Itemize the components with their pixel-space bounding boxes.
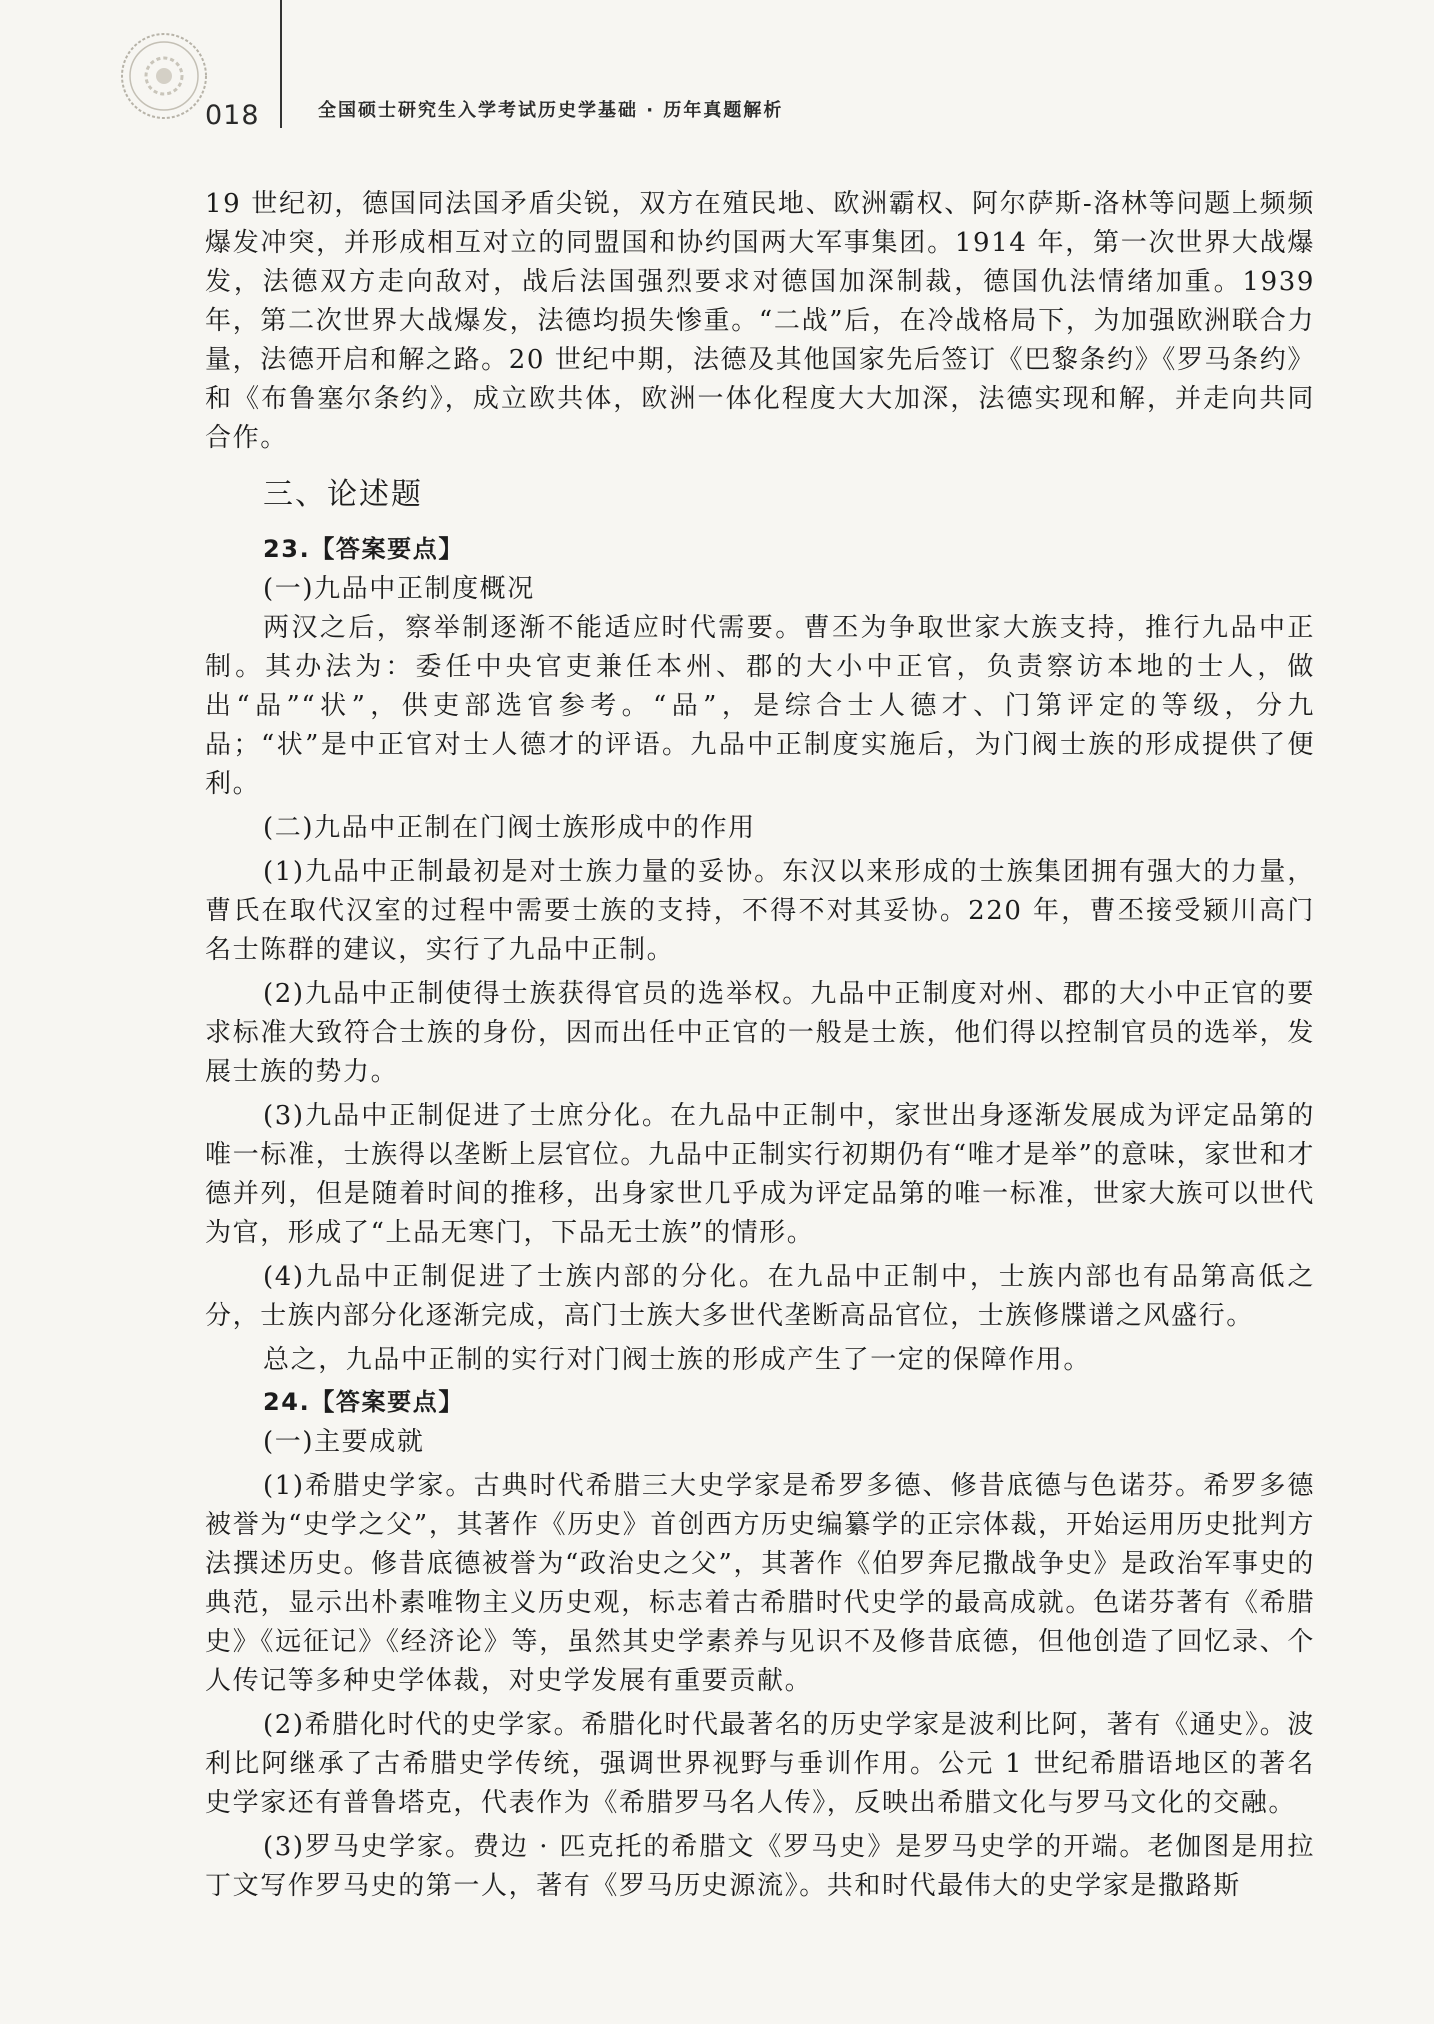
q23-point-2: (2)九品中正制使得士族获得官员的选举权。九品中正制度对州、郡的大小中正官的要求标准大致符合士族的身份，因而出任中正官的一般是士族，他们得以控制官员的选举，发展士族的势力。 [205,979,1315,1087]
q24-part1-title: (一)主要成就 [263,1427,425,1457]
page-body [205,185,1315,1906]
q24-answer-label: 24.【答案要点】 [263,1388,464,1416]
q23-point-3: (3)九品中正制促进了士庶分化。在九品中正制中，家世出身逐渐发展成为评定品第的唯一标准，士族得以垄断上层官位。九品中正制实行初期仍有“唯才是举”的意味，家世和才德并列，但是随着时间的推移，出身家世几乎成为评定品第的唯一标准，世家大族可以世代为官，形成了“上品无寒门，下品无士族”的情形。 [205,1101,1315,1248]
q23-part1-title: (一)九品中正制度概况 [263,574,535,604]
q23-summary: 总之，九品中正制的实行对门阀士族的形成产生了一定的保障作用。 [263,1345,1092,1375]
q24-point-1: (1)希腊史学家。古典时代希腊三大史学家是希罗多德、修昔底德与色诺芬。希罗多德被誉为“史学之父”，其著作《历史》首创西方历史编纂学的正宗体裁，开始运用历史批判方法撰述历史。修昔底德被誉为“政治史之父”，其著作《伯罗奔尼撒战争史》是政治军事史的典范，显示出朴素唯物主义历史观，标志着古希腊时代史学的最高成就。色诺芬著有《希腊史》《远征记》《经济论》等，虽然其史学素养与见识不及修昔底德，但他创造了回忆录、个人传记等多种史学体裁，对史学发展有重要贡献。 [205,1471,1315,1696]
q23-part2-title: (二)九品中正制在门阀士族形成中的作用 [263,813,756,843]
q23-point-1: (1)九品中正制最初是对士族力量的妥协。东汉以来形成的士族集团拥有强大的力量，曹氏在取代汉室的过程中需要士族的支持，不得不对其妥协。220 年，曹丕接受颍川高门名士陈群的建议，实行了九品中正制。 [205,857,1315,965]
q23-answer-label: 23.【答案要点】 [263,535,464,563]
q24-point-3: (3)罗马史学家。费边 · 匹克托的希腊文《罗马史》是罗马史学的开端。老伽图是用拉丁文写作罗马史的第一人，著有《罗马历史源流》。共和时代最伟大的史学家是撒路斯 [205,1832,1315,1901]
page-number: 018 [205,100,260,131]
section-heading: 三、论述题 [263,477,423,512]
q23-point-4: (4)九品中正制促进了士族内部的分化。在九品中正制中，士族内部也有品第高低之分，士族内部分化逐渐完成，高门士族大多世代垄断高品官位，士族修牒谱之风盛行。 [205,1262,1315,1331]
running-header-title: 全国硕士研究生入学考试历史学基础 · 历年真题解析 [318,100,784,121]
header-vertical-rule [280,0,282,128]
intro-paragraph: 19 世纪初，德国同法国矛盾尖锐，双方在殖民地、欧洲霸权、阿尔萨斯-洛林等问题上频频爆发冲突，并形成相互对立的同盟国和协约国两大军事集团。1914 年，第一次世界大战爆发，法德双方走向敌对，战后法国强烈要求对德国加深制裁，德国仇法情绪加重。1939 年，第二次世界大战爆发，法德均损失惨重。“二战”后，在冷战格局下，为加强欧洲联合力量，法德开启和解之路。20 世纪中期，法德及其他国家先后签订《巴黎条约》《罗马条约》和《布鲁塞尔条约》，成立欧共体，欧洲一体化程度大大加深，法德实现和解，并走向共同合作。 [205,189,1315,453]
q24-point-2: (2)希腊化时代的史学家。希腊化时代最著名的历史学家是波利比阿，著有《通史》。波利比阿继承了古希腊史学传统，强调世界视野与垂训作用。公元 1 世纪希腊语地区的著名史学家还有普鲁塔克，代表作为《希腊罗马名人传》，反映出希腊文化与罗马文化的交融。 [205,1710,1315,1818]
library-seal-stamp [118,30,210,122]
q23-part1-text: 两汉之后，察举制逐渐不能适应时代需要。曹丕为争取世家大族支持，推行九品中正制。其办法为：委任中央官吏兼任本州、郡的大小中正官，负责察访本地的士人，做出“品”“状”，供吏部选官参考。“品”，是综合士人德才、门第评定的等级，分九品；“状”是中正官对士人德才的评语。九品中正制度实施后，为门阀士族的形成提供了便利。 [205,613,1315,799]
